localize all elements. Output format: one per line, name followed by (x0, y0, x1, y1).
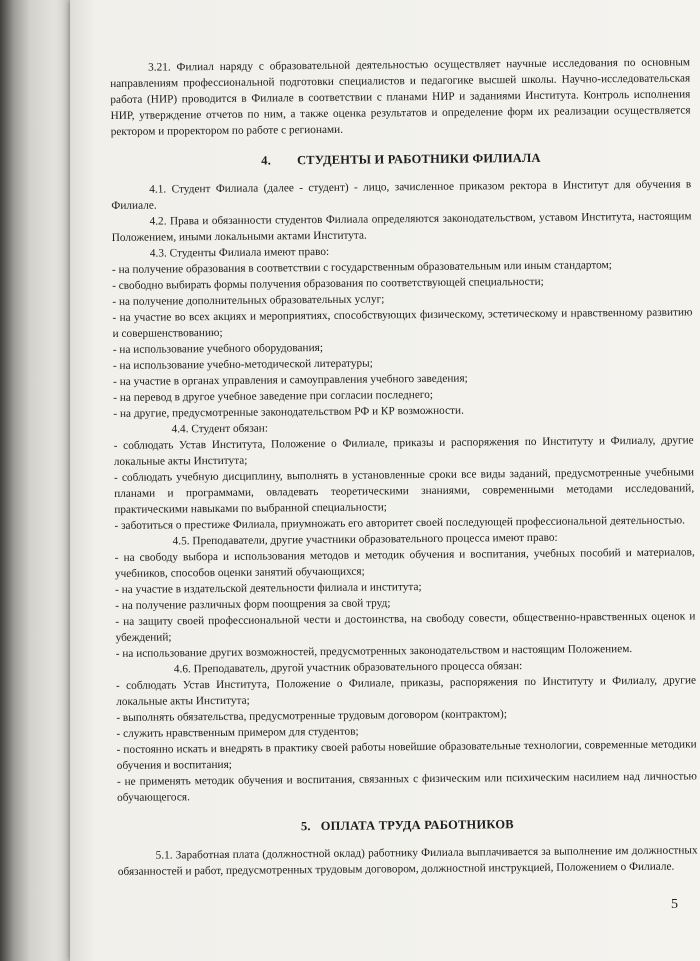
paragraph-4-3: 4.3. Студенты Филиала имеют право: (149, 245, 330, 260)
list-item: - на получение образования в соответствии с государственным образовательным или иным стандартом; (111, 259, 612, 276)
section-5-heading (117, 814, 697, 836)
section-4-title: СТУДЕНТЫ И РАБОТНИКИ ФИЛИАЛА (296, 150, 541, 168)
section-4-number: 4. (261, 153, 272, 168)
section-5-title: ОПЛАТА ТРУДА РАБОТНИКОВ (320, 817, 514, 834)
section-4-heading (111, 148, 691, 170)
list-item: - соблюдать учебную дисциплину, выполнять в установленные сроки все виды заданий, предусмотренные учебными планами и программами, овладевать теоретическими знаниями, современными методами исследований, практическими навыками по выбранной специальности; (113, 466, 695, 516)
paragraph-4-5: 4.5. Преподаватели, другие участники образовательного процесса имеют право: (172, 531, 558, 548)
list-item: - на защиту своей профессиональной чести и достоинства, на свободу совести, общественно-нравственных оценок и убеждений; (115, 610, 696, 644)
list-item: - соблюдать Устав Института, Положение о Филиале, приказы и распоряжения по Институту и Филиалу, другие локальные акты Института; (113, 434, 694, 468)
list-item: - на участие в издательской деятельности филиала и института; (115, 581, 422, 596)
document-body (110, 54, 698, 880)
list-item: - на использование других возможностей, предусмотренных законодательством и настоящим Положением. (115, 643, 633, 660)
book-gutter (0, 0, 70, 961)
list-item: - на получение различных форм поощрения за свой труд; (115, 597, 391, 612)
paragraph-4-1: 4.1. Студент Филиала (далее - студент) - лицо, зачисленное приказом ректора в Институт для обучения в Филиале. (111, 178, 692, 212)
paragraph-4-4: 4.4. Студент обязан: (171, 422, 269, 436)
list-item: - на использование учебно-методической литературы; (112, 357, 373, 372)
list-item: - на свободу выбора и использования методов и методик обучения и воспитания, учебных пособий и материалов, учебников, способов оценки занятий обучающихся; (114, 546, 695, 580)
list-item: - на другие, предусмотренные законодательством РФ и КР возможности. (113, 404, 464, 420)
list-item: - выполнять обязательства, предусмотренные трудовым договором (контрактом); (116, 708, 507, 724)
section-5-number: 5. (300, 819, 311, 834)
paragraph-3-21: 3.21. Филиал наряду с образовательной деятельностью осуществляет научные исследования по основным направлениям профессиональной подготовки специалистов и педагогике высшей школы. Научно-исследовательская работа (НИР) проводится в Филиале в соответствии с планами НИР и заданиями Института. Контроль исполнения НИР, утверждение отчетов по ним, а также оценка результатов и определение форм их реализации осуществляется ректором и проректором по работе с регионами. (110, 56, 691, 138)
list-item: - соблюдать Устав Института, Положение о Филиале, приказы, распоряжения по Институту и Филиалу, другие локальные акты Института; (115, 674, 697, 708)
page-number: 5 (671, 897, 678, 912)
list-item: - на получение дополнительных образовательных услуг; (112, 293, 385, 308)
list-item: - на использование учебного оборудования; (112, 341, 323, 356)
list-item: - свободно выбирать формы получения образования по соответствующей специальности; (112, 275, 544, 292)
list-item: - на участие во всех акциях и мероприятиях, способствующих физическому, эстетическому и нравственному развитию и совершенствованию; (112, 306, 693, 340)
paragraph-4-2: 4.2. Права и обязанности студентов Филиала определяются законодательством, уставом Института, настоящим Положением, иными локальными актами Института. (111, 210, 692, 244)
document-page (70, 0, 700, 961)
list-item: - постоянно искать и внедрять в практику своей работы новейшие образовательные технологии, современные методики обучения и воспитания; (116, 738, 697, 772)
list-item: - служить нравственным примером для студентов; (116, 725, 359, 740)
paragraph-5-1: 5.1. Заработная плата (должностной оклад) работнику Филиала выплачивается за выполнение им должностных обязанностей и работ, предусмотренных трудовым договором, должностной инструкцией, Положением о Филиале. (117, 844, 698, 878)
list-item: - на участие в органах управления и самоуправления учебного заведения; (113, 372, 468, 388)
list-item: - заботиться о престиже Филиала, приумножать его авторитет своей последующей профессиональной деятельностью. (114, 514, 686, 532)
paragraph-4-6: 4.6. Преподаватель, другой участник образовательного процесса обязан: (173, 660, 523, 676)
list-item: - не применять методик обучения и воспитания, связанных с физическим или психическим насилием над личностью обучающегося. (116, 770, 697, 804)
list-item: - на перевод в другое учебное заведение при согласии последнего; (113, 388, 434, 404)
